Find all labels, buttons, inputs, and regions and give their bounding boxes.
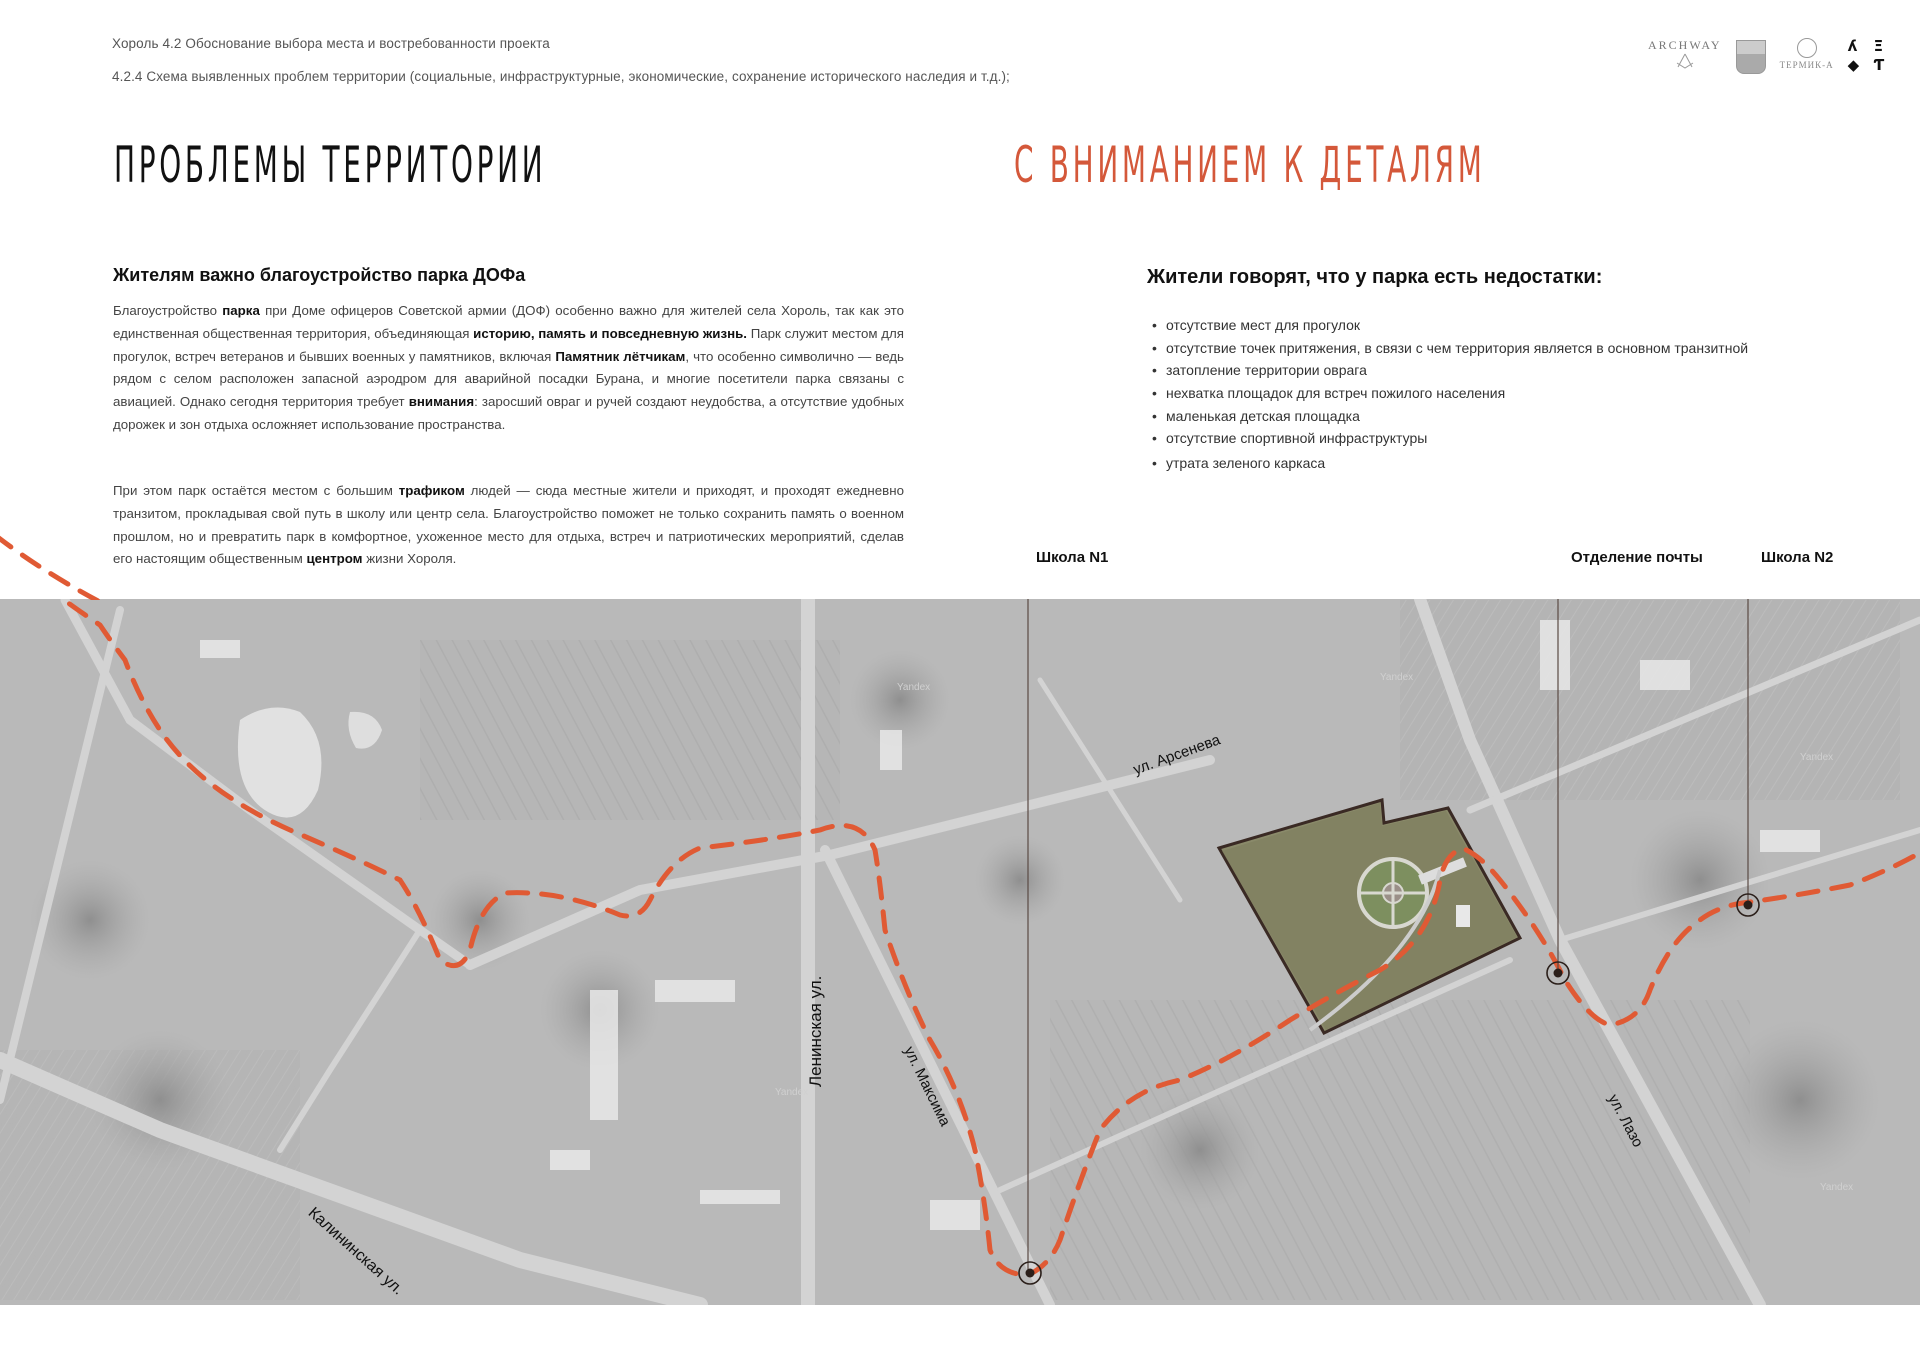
emphasis-text: центром xyxy=(306,551,363,567)
map-base xyxy=(0,599,1920,1305)
body-text: жизни Хороля. xyxy=(362,551,457,567)
problems-list xyxy=(1152,314,1748,475)
svg-text:Yandex: Yandex xyxy=(1380,672,1414,683)
glyph-3: ◆ xyxy=(1847,56,1860,74)
svg-text:Yandex: Yandex xyxy=(1800,752,1834,763)
termik-logo xyxy=(1780,38,1834,70)
body-text: людей — сюда местные жители и приходят, и проходят ежедневно транзитом, прокладывая свой путь в школу или центр села. Благоустройство поможет не только сохранить память о военном прошлом, но и превратить парк в комфортное, ухоженное место для отдыха, встреч и патриотических мероприятий, сделав его настоящим общественным xyxy=(113,483,904,567)
emphasis-text: внимания xyxy=(408,394,475,410)
body-text: Парк служит местом для прогулок, встреч ветеранов и бывших военных у памятников, включая xyxy=(113,325,904,364)
body-text: При этом парк остаётся местом с большим xyxy=(113,483,399,498)
svg-text:Yandex: Yandex xyxy=(1820,1182,1854,1193)
poi-label-school-2: Школа N2 xyxy=(1761,549,1834,566)
subsection-title: 4.2.4 Схема выявленных проблем территории (социальные, инфраструктурные, экономические, сохранение исторического наследия и т.д.); xyxy=(112,69,1010,84)
street-label-arseneva: ул. Арсенева xyxy=(1131,731,1223,779)
emphasis-text: Памятник лётчикам xyxy=(555,348,686,364)
archway-logo xyxy=(1648,38,1722,69)
paragraph-2 xyxy=(113,480,904,571)
body-text: Благоустройство xyxy=(113,303,223,318)
body-text: : заросший овраг и ручей создают неудобства, а отсутствие удобных дорожек и зон отдыха осложняет использование пространства. xyxy=(113,394,904,432)
body-text: , что особенно символично — ведь рядом с селом расположен запасной аэродром для аварийной посадки Бурана, и многие посетители парка связаны с авиацией. Однако сегодня территория требует xyxy=(113,348,904,410)
body-text: при Доме офицеров Советской армии (ДОФ) особенно важно для жителей села Хороль, так как это единственная общественная территория, объединяющая xyxy=(113,303,904,341)
list-item: • отсутствие мест для прогулок xyxy=(1152,314,1748,337)
list-item: • отсутствие точек притяжения, в связи с чем территория является в основном транзитной xyxy=(1152,337,1748,360)
street-label-leninskaya: Ленинская ул. xyxy=(806,975,825,1087)
page-title: ПРОБЛЕМЫ ТЕРРИТОРИИ xyxy=(114,136,547,194)
glyph-4: Ƭ xyxy=(1873,56,1885,74)
list-item: • нехватка площадок для встреч пожилого населения xyxy=(1152,382,1748,405)
archway-logo-text: ARCHWAY xyxy=(1648,38,1722,52)
satellite-map[interactable] xyxy=(0,599,1920,1305)
poi-label-post-office: Отделение почты xyxy=(1571,549,1703,566)
paragraph-1 xyxy=(113,300,904,437)
svg-text:Yandex: Yandex xyxy=(775,1087,809,1098)
termik-emblem-icon xyxy=(1797,38,1817,58)
coat-of-arms-logo xyxy=(1736,40,1766,74)
street-label-maksima: ул. Максима xyxy=(900,1043,954,1129)
glyph-1: ʎ xyxy=(1847,37,1858,55)
left-section-heading: Жителям важно благоустройство парка ДОФа xyxy=(113,265,526,285)
street-label-lazo: ул. Лазо xyxy=(1604,1091,1647,1151)
poi-label-school-1: Школа N1 xyxy=(1036,549,1109,566)
termik-logo-text: ТЕРМИК-А xyxy=(1779,60,1834,70)
street-label-kalininskaya: Калининская ул. xyxy=(304,1204,407,1299)
emphasis-text: историю, память и повседневную жизнь. xyxy=(473,325,747,341)
glyph-2: Ξ xyxy=(1873,37,1884,55)
list-item: • отсутствие спортивной инфраструктуры xyxy=(1152,427,1748,450)
emphasis-text: парка xyxy=(222,303,260,318)
page-subtitle-accent: С ВНИМАНИЕМ К ДЕТАЛЯМ xyxy=(1014,136,1486,194)
list-item: • затопление территории оврага xyxy=(1152,359,1748,382)
list-item: • маленькая детская площадка xyxy=(1152,405,1748,428)
svg-text:Yandex: Yandex xyxy=(897,682,931,693)
emphasis-text: трафиком xyxy=(398,483,465,498)
breadcrumb: Хороль 4.2 Обоснование выбора места и востребованности проекта xyxy=(112,36,550,51)
route-lead-in xyxy=(0,520,130,600)
partner-logos xyxy=(1648,38,1890,74)
right-section-heading: Жители говорят, что у парка есть недостатки: xyxy=(1147,266,1603,288)
list-item: • утрата зеленого каркаса xyxy=(1152,452,1748,475)
compass-square-icon xyxy=(1675,53,1695,69)
glyph-logo xyxy=(1848,38,1890,74)
